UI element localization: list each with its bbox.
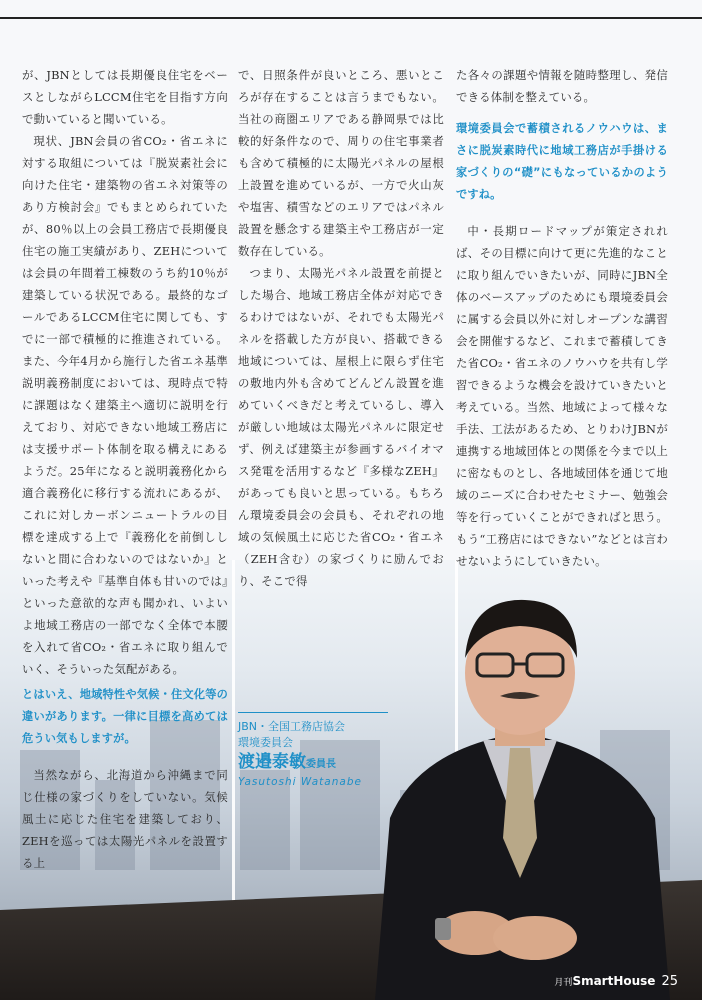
interview-question: とはいえ、地域特性や気候・住文化等の違いがあります。一律に目標を高めては危うい気もしますが。 bbox=[22, 688, 228, 745]
speaker-name: 渡邉泰敏 bbox=[238, 752, 306, 772]
column-middle bbox=[238, 64, 444, 592]
paragraph: が、JBNとしては長期優良住宅をベースとしながらLCCM住宅を目指す方向で動いていると聞いている。 bbox=[22, 68, 228, 126]
caption-roman-name: Yasutoshi Watanabe bbox=[238, 776, 362, 788]
caption-name bbox=[238, 751, 388, 776]
magazine-prefix: 月刊 bbox=[554, 978, 573, 988]
page-footer bbox=[554, 970, 678, 989]
paragraph: つまり、太陽光パネル設置を前提とした場合、地域工務店全体が対応できるわけではないが、それでも太陽光パネルを搭載した方が良い、搭載できる地域については、屋根上に限らず住宅の敷地内外も含めてどんどん設置を進めていくべきだと考えているし、導入が厳しい地域は太陽光パネルに限定せず、例えば建築主が参画するバイオマス発電を活用するなど『多様なZEH』があっても良いと思っている。もちろん環境委員会の会員も、それぞれの地域の気候風土に応じた省CO₂・省エネ（ZEH含む）の家づくりに励んでおり、そこで得 bbox=[238, 266, 444, 588]
column-left bbox=[22, 64, 228, 874]
speaker-caption bbox=[238, 712, 388, 788]
page-number: 25 bbox=[661, 974, 678, 989]
paragraph: 現状、JBN会員の省CO₂・省エネに対する取組については『脱炭素社会に向けた住宅・建築物の省エネ対策等のあり方検討会』でもまとめられていたが、80％以上の会員工務店で長期優良住宅の施工実績があり、ZEHについては会員の年間着工棟数のうち約10％が建築している状況である。最終的なゴールであるLCCM住宅に関しても、すでに一部で積極的に推進されている。また、今年4月から施行した省エネ基準説明義務制度においては、現時点で特に課題はなく建築主へ適切に説明を行えており、対応できない地域工務店には支援サポート体制を取る構えにあるようだ。25年になると説明義務化から適合義務化に移行する流れにあるが、これに対しカーボンニュートラルの目標を達成する上で『義務化を前倒ししないと間に合わないのではないか』といった考えや『基準自体も甘いのでは』といった意欲的な声も聞かれ、いよいよ地域工務店の一部でなく全体で本腰を入れて省CO₂・省エネに取り組んでいく、そういった気配がある。 bbox=[22, 134, 228, 676]
portrait-photo bbox=[355, 588, 685, 1000]
paragraph: 中・長期ロードマップが策定されれば、その目標に向けて更に先進的なことに取り組んでいきたいが、同時にJBN全体のベースアップのためにも環境委員会に属する会員以外に対しオープンな講習会を開催するなど、これまで蓄積してきた省CO₂・省エネのノウハウを共有し学習できるような機会を設けていきたいと考えている。当然、地域によって様々な手法、工法があるため、とりわけJBNが連携する地域団体との関係を今まで以上に密なものとし、各地域団体を通じて地域のニーズに合わせたセミナー、勉強会等を行っていくことができればと思う。もう“工務店にはできない”などとは言わせないようにしていきたい。 bbox=[456, 224, 668, 568]
caption-org: JBN・全国工務店協会 bbox=[238, 720, 346, 733]
column-right bbox=[456, 64, 668, 572]
interview-question: 環境委員会で蓄積されるノウハウは、まさに脱炭素時代に地域工務店が手掛ける家づくりの“礎”にもなっているかのようですね。 bbox=[456, 122, 668, 201]
caption-committee: 環境委員会 bbox=[238, 736, 293, 749]
paragraph: 当然ながら、北海道から沖縄まで同じ仕様の家づくりをしていない。気候風土に応じた住宅を建築しており、ZEHを巡っては太陽光パネルを設置する上 bbox=[22, 768, 228, 870]
magazine-brand: SmartHouse bbox=[572, 974, 656, 988]
paragraph: で、日照条件が良いところ、悪いところが存在することは言うまでもない。当社の商圏エリアである静岡県では比較的好条件なので、周りの住宅事業者も含めて積極的に太陽光パネルの屋根上設置を進めているが、一方で火山灰や塩害、積雪などのエリアではパネル設置を懸念する建築主や工務店が一定数存在している。 bbox=[238, 68, 444, 258]
speaker-title: 委員長 bbox=[306, 759, 336, 770]
header-rule bbox=[0, 17, 702, 19]
paragraph: た各々の課題や情報を随時整理し、発信できる体制を整えている。 bbox=[456, 68, 668, 104]
